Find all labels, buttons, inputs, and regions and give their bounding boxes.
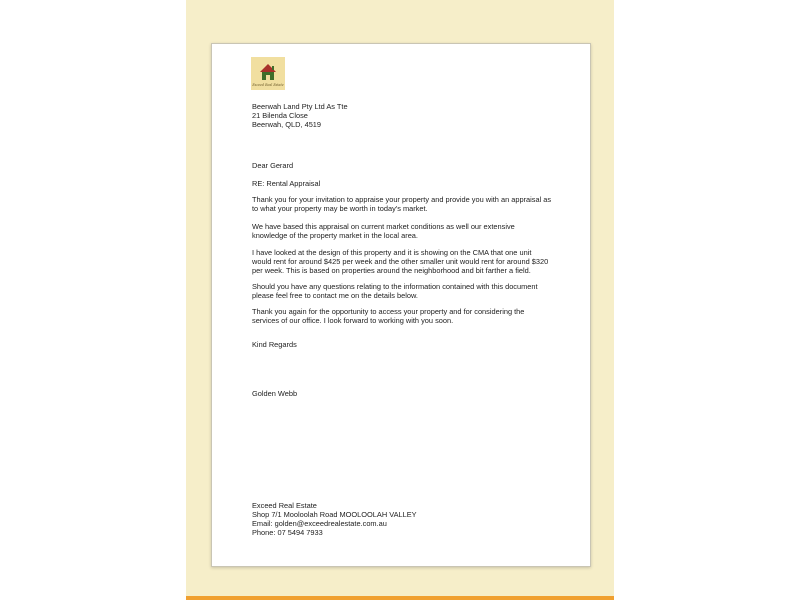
footer-contact: [252, 501, 417, 537]
letter-page: [211, 43, 591, 567]
paragraph-line: please feel free to contact me on the details below.: [252, 291, 418, 300]
paragraph-line: would rent for around $425 per week and the other smaller unit would rent for around $320: [252, 257, 549, 266]
recipient-address: [252, 102, 348, 129]
closing: Kind Regards: [252, 340, 297, 349]
body-paragraph: [252, 307, 552, 325]
salutation: Dear Gerard: [252, 161, 294, 170]
paragraph-line: to what your property may be worth in today's market.: [252, 204, 428, 213]
footer-address: Shop 7/1 Mooloolah Road MOOLOOLAH VALLEY: [252, 510, 417, 519]
paragraph-line: We have based this appraisal on current market conditions as well our extensive: [252, 222, 515, 231]
paragraph-line: Should you have any questions relating to the information contained with this document: [252, 282, 538, 291]
paragraph-line: Thank you for your invitation to appraise your property and provide you with an appraisal as: [252, 195, 552, 204]
bottom-accent-bar: [186, 596, 614, 600]
body-paragraph: [252, 195, 552, 213]
body-paragraph: [252, 282, 552, 300]
footer-email: Email: golden@exceedrealestate.com.au: [252, 519, 387, 528]
footer-company: Exceed Real Estate: [252, 501, 317, 510]
recipient-line: Beerwah Land Pty Ltd As Tte: [252, 102, 348, 111]
paragraph-line: I have looked at the design of this property and it is showing on the CMA that one unit: [252, 248, 532, 257]
company-logo: [251, 57, 285, 90]
house-logo-icon: [251, 57, 285, 90]
footer-phone: Phone: 07 5494 7933: [252, 528, 323, 537]
paragraph-line: knowledge of the property market in the local area.: [252, 231, 418, 240]
recipient-line: Beerwah, QLD, 4519: [252, 120, 322, 129]
body-paragraph: [252, 248, 552, 275]
logo-text: Exceed Real Estate: [252, 83, 284, 87]
recipient-line: 21 Bilenda Close: [252, 111, 308, 120]
signatory-name: Golden Webb: [252, 389, 298, 398]
paragraph-line: per week. This is based on properties around the neighborhood and bit farther a field.: [252, 266, 531, 275]
paragraph-line: Thank you again for the opportunity to access your property and for considering the: [252, 307, 525, 316]
subject-line: RE: Rental Appraisal: [252, 179, 321, 188]
paragraph-line: services of our office. I look forward to working with you soon.: [252, 316, 454, 325]
body-paragraph: [252, 222, 552, 240]
